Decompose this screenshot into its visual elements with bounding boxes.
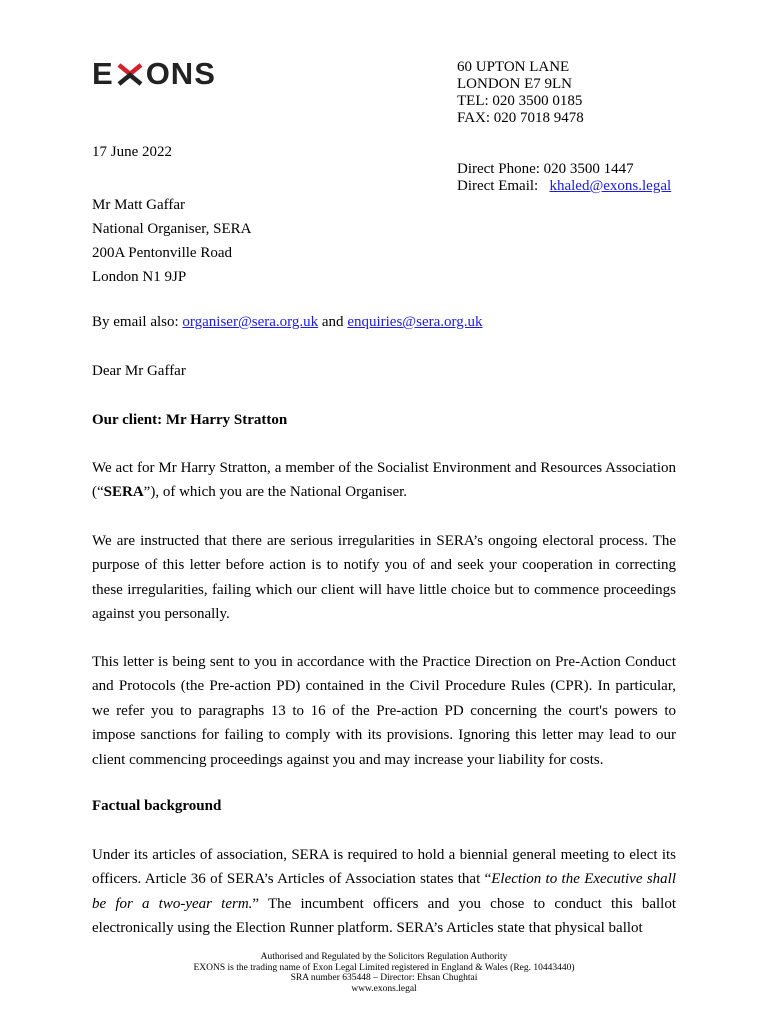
address-line: LONDON E7 9LN — [457, 76, 572, 92]
enquiries-email-link[interactable]: enquiries@sera.org.uk — [347, 314, 483, 330]
letter-footer — [0, 952, 768, 994]
direct-contact — [457, 161, 671, 195]
para4-text-a: Under its articles of association, SERA is required to hold a biennial general meeting to elect its officers. Article 36 of SERA’s Articles of Association states that “ — [92, 847, 676, 888]
recipient-address — [92, 193, 252, 289]
logo-x-mark-icon — [115, 59, 145, 89]
factual-background-heading: Factual background — [92, 798, 222, 814]
para1-text-b: ”), of which you are the National Organiser. — [143, 484, 408, 501]
para2-text: We are instructed that there are serious irregularities in SERA’s ongoing electoral process. The purpose of this letter before action is to notify you of and seek your cooperation in correcting these irregularities, failing which our client will have little choice but to commence proceedings against you personally. — [92, 533, 676, 623]
para1-sera-bold: SERA — [103, 484, 144, 501]
recipient-street: 200A Pentonville Road — [92, 245, 232, 261]
paragraph-1 — [92, 456, 676, 505]
email-also-prefix: By email also: — [92, 314, 179, 330]
recipient-title: National Organiser, SERA — [92, 221, 252, 237]
paragraph-4 — [92, 843, 676, 941]
logo-text-left: E — [92, 56, 114, 91]
para1-text-a: We act for Mr Harry Stratton, a member of the Socialist Environment and Resources Association (“ — [92, 460, 676, 501]
recipient-city: London N1 9JP — [92, 269, 187, 285]
salutation: Dear Mr Gaffar — [92, 363, 186, 379]
organiser-email-link[interactable]: organiser@sera.org.uk — [182, 314, 319, 330]
paragraph-2 — [92, 529, 676, 627]
telephone-line: TEL: 020 3500 0185 — [457, 93, 583, 109]
footer-regulation: Authorised and Regulated by the Solicitors Regulation Authority — [260, 952, 508, 962]
email-also-joiner: and — [321, 314, 344, 330]
recipient-name: Mr Matt Gaffar — [92, 197, 186, 213]
logo-text-right: ONS — [145, 56, 216, 91]
firm-address — [457, 59, 584, 127]
direct-email-link[interactable]: khaled@exons.legal — [549, 178, 672, 194]
fax-line: FAX: 020 7018 9478 — [457, 110, 584, 126]
para4-text-b: ” The incumbent officers and you chose to conduct this ballot electronically using the Election Runner platform. SERA’s Articles state that physical ballot — [92, 895, 676, 937]
exons-logo — [92, 58, 216, 90]
footer-sra-number: SRA number 635448 – Director: Ehsan Chughtai — [290, 973, 478, 983]
letter-date: 17 June 2022 — [92, 144, 172, 160]
paragraph-3 — [92, 650, 676, 772]
address-line: 60 UPTON LANE — [457, 59, 570, 75]
footer-website: www.exons.legal — [351, 983, 417, 994]
direct-email-row — [457, 178, 671, 195]
footer-trading-name: EXONS is the trading name of Exon Legal Limited registered in England & Wales (Reg. 10443440) — [193, 962, 575, 973]
para3-text: This letter is being sent to you in accordance with the Practice Direction on Pre-Action Conduct and Protocols (the Pre-action PD) contained in the Civil Procedure Rules (CPR). In particular, we refer you to paragraphs 13 to 16 of the Pre-action PD concerning the court's powers to impose sanctions for failing to comply with its provisions. Ignoring this letter may lead to our client commencing proceedings against you and may increase your liability for costs. — [92, 654, 676, 768]
direct-phone: Direct Phone: 020 3500 1447 — [457, 161, 634, 177]
subject-heading: Our client: Mr Harry Stratton — [92, 412, 288, 428]
direct-email-label: Direct Email: — [457, 178, 539, 194]
para4-quote-italic: Election to the Executive shall be for a two-year term. — [92, 871, 676, 912]
email-also-line — [92, 314, 482, 331]
